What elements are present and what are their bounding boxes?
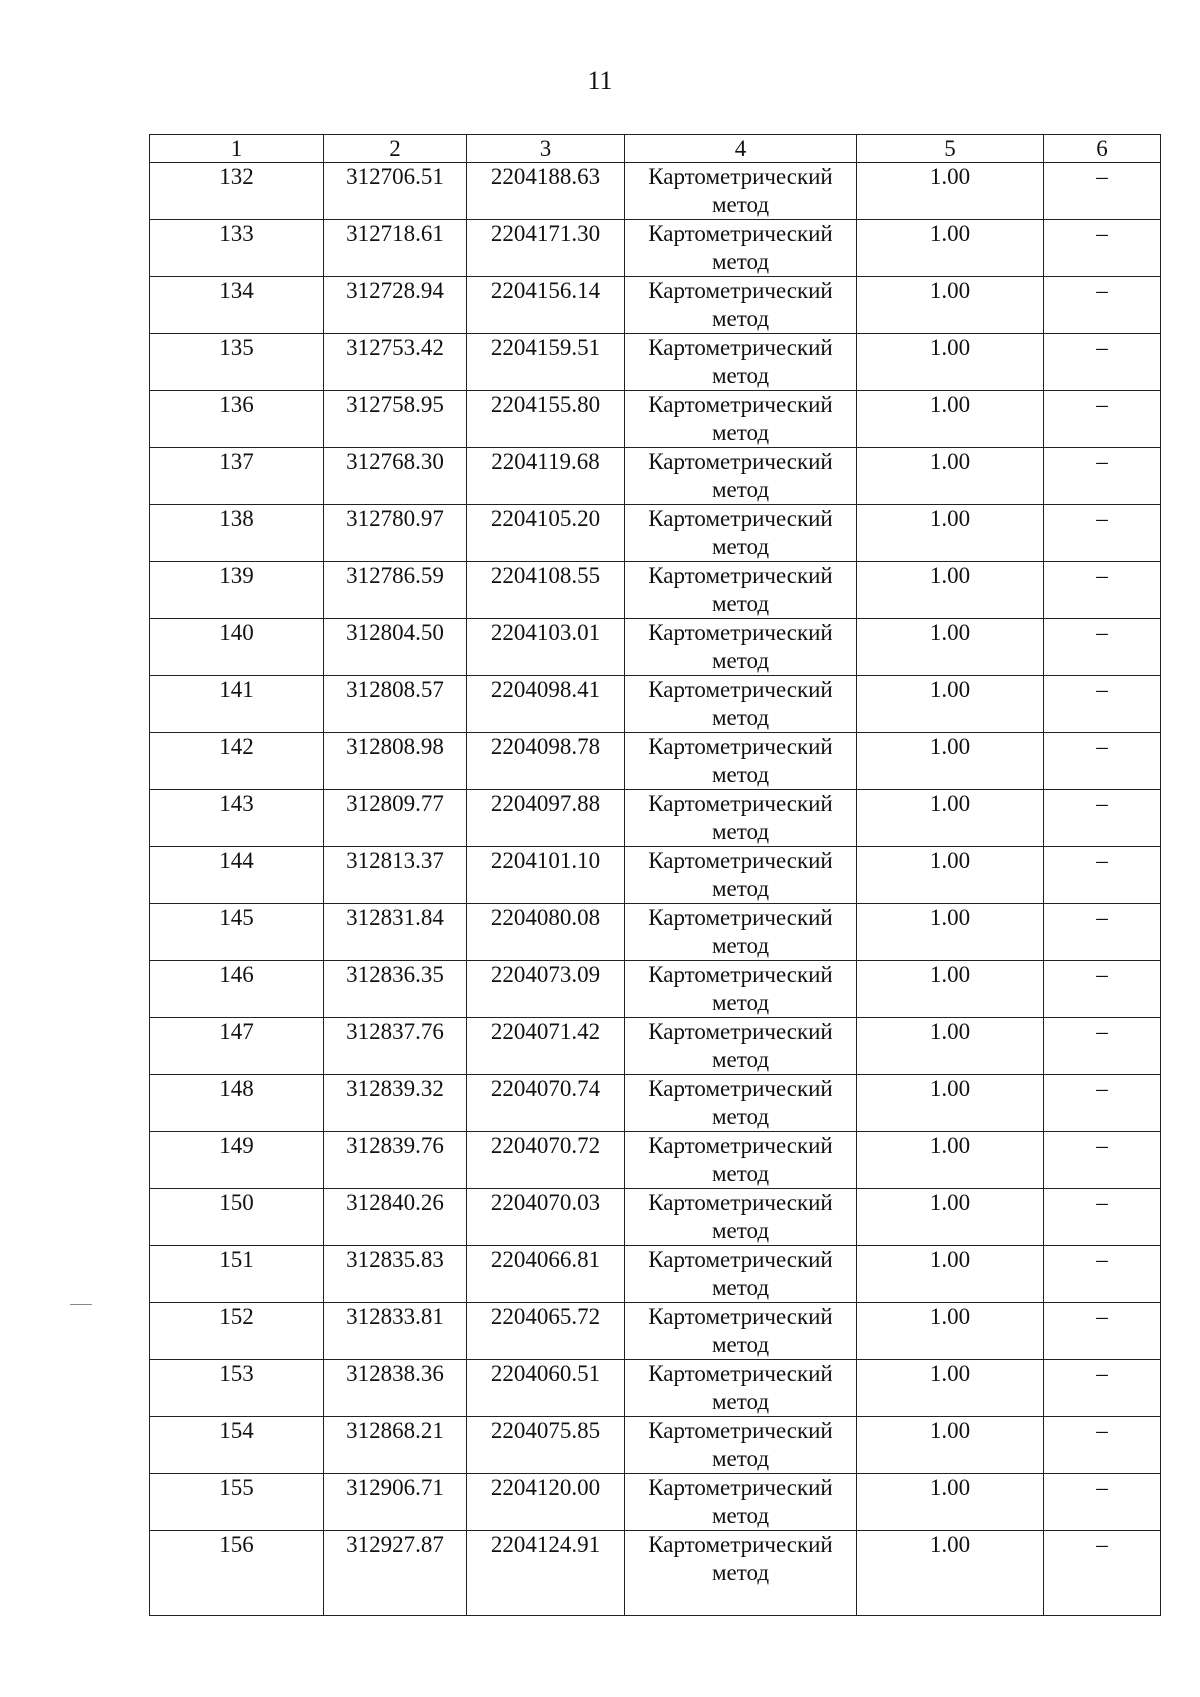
table-row [150, 220, 1161, 277]
point-number-cell: 138 [150, 505, 324, 562]
page-number: 11 [587, 66, 613, 95]
margin-dash-mark [70, 1304, 92, 1305]
point-number-cell: 142 [150, 733, 324, 790]
note-cell: – [1044, 448, 1161, 505]
note-cell: – [1044, 904, 1161, 961]
table-row [150, 1189, 1161, 1246]
table-row [150, 790, 1161, 847]
method-cell: Картометрический метод [625, 733, 857, 790]
y-coordinate-cell: 2204159.51 [467, 334, 625, 391]
note-cell: – [1044, 1075, 1161, 1132]
x-coordinate-cell: 312836.35 [324, 961, 467, 1018]
table-row [150, 1417, 1161, 1474]
x-coordinate-cell: 312768.30 [324, 448, 467, 505]
x-coordinate-cell: 312813.37 [324, 847, 467, 904]
accuracy-cell: 1.00 [857, 1474, 1044, 1531]
point-number-cell: 155 [150, 1474, 324, 1531]
table-row [150, 1246, 1161, 1303]
y-coordinate-cell: 2204098.41 [467, 676, 625, 733]
x-coordinate-cell: 312808.98 [324, 733, 467, 790]
x-coordinate-cell: 312804.50 [324, 619, 467, 676]
point-number-cell: 140 [150, 619, 324, 676]
accuracy-cell: 1.00 [857, 1417, 1044, 1474]
method-cell: Картометрический метод [625, 562, 857, 619]
x-coordinate-cell: 312718.61 [324, 220, 467, 277]
point-number-cell: 136 [150, 391, 324, 448]
method-cell: Картометрический метод [625, 277, 857, 334]
point-number-cell: 148 [150, 1075, 324, 1132]
note-cell: – [1044, 277, 1161, 334]
y-coordinate-cell: 2204120.00 [467, 1474, 625, 1531]
point-number-cell: 156 [150, 1531, 324, 1616]
note-cell: – [1044, 619, 1161, 676]
method-cell: Картометрический метод [625, 334, 857, 391]
note-cell: – [1044, 1189, 1161, 1246]
accuracy-cell: 1.00 [857, 220, 1044, 277]
method-cell: Картометрический метод [625, 505, 857, 562]
note-cell: – [1044, 733, 1161, 790]
x-coordinate-cell: 312808.57 [324, 676, 467, 733]
x-coordinate-cell: 312837.76 [324, 1018, 467, 1075]
method-cell: Картометрический метод [625, 220, 857, 277]
x-coordinate-cell: 312927.87 [324, 1531, 467, 1616]
x-coordinate-cell: 312831.84 [324, 904, 467, 961]
y-coordinate-cell: 2204098.78 [467, 733, 625, 790]
coordinates-table [149, 134, 1161, 1616]
table-row [150, 277, 1161, 334]
y-coordinate-cell: 2204070.74 [467, 1075, 625, 1132]
table-row [150, 391, 1161, 448]
accuracy-cell: 1.00 [857, 790, 1044, 847]
table-row [150, 562, 1161, 619]
accuracy-cell: 1.00 [857, 1018, 1044, 1075]
x-coordinate-cell: 312809.77 [324, 790, 467, 847]
accuracy-cell: 1.00 [857, 1189, 1044, 1246]
table-row [150, 1018, 1161, 1075]
table-row [150, 1474, 1161, 1531]
method-cell: Картометрический метод [625, 1189, 857, 1246]
x-coordinate-cell: 312839.32 [324, 1075, 467, 1132]
method-cell: Картометрический метод [625, 1132, 857, 1189]
accuracy-cell: 1.00 [857, 961, 1044, 1018]
y-coordinate-cell: 2204155.80 [467, 391, 625, 448]
note-cell: – [1044, 847, 1161, 904]
note-cell: – [1044, 676, 1161, 733]
x-coordinate-cell: 312786.59 [324, 562, 467, 619]
table-row [150, 1132, 1161, 1189]
y-coordinate-cell: 2204070.03 [467, 1189, 625, 1246]
column-header: 1 [150, 135, 324, 163]
note-cell: – [1044, 1531, 1161, 1616]
accuracy-cell: 1.00 [857, 1132, 1044, 1189]
column-header: 3 [467, 135, 625, 163]
point-number-cell: 151 [150, 1246, 324, 1303]
point-number-cell: 135 [150, 334, 324, 391]
point-number-cell: 145 [150, 904, 324, 961]
y-coordinate-cell: 2204060.51 [467, 1360, 625, 1417]
note-cell: – [1044, 220, 1161, 277]
column-header: 2 [324, 135, 467, 163]
accuracy-cell: 1.00 [857, 277, 1044, 334]
method-cell: Картометрический метод [625, 619, 857, 676]
accuracy-cell: 1.00 [857, 391, 1044, 448]
method-cell: Картометрический метод [625, 904, 857, 961]
note-cell: – [1044, 1474, 1161, 1531]
note-cell: – [1044, 1246, 1161, 1303]
x-coordinate-cell: 312780.97 [324, 505, 467, 562]
method-cell: Картометрический метод [625, 1531, 857, 1616]
x-coordinate-cell: 312753.42 [324, 334, 467, 391]
y-coordinate-cell: 2204156.14 [467, 277, 625, 334]
method-cell: Картометрический метод [625, 961, 857, 1018]
column-header: 4 [625, 135, 857, 163]
method-cell: Картометрический метод [625, 163, 857, 220]
method-cell: Картометрический метод [625, 1075, 857, 1132]
y-coordinate-cell: 2204105.20 [467, 505, 625, 562]
x-coordinate-cell: 312906.71 [324, 1474, 467, 1531]
accuracy-cell: 1.00 [857, 619, 1044, 676]
table-row [150, 1360, 1161, 1417]
point-number-cell: 144 [150, 847, 324, 904]
y-coordinate-cell: 2204071.42 [467, 1018, 625, 1075]
table-row [150, 676, 1161, 733]
table-row [150, 619, 1161, 676]
accuracy-cell: 1.00 [857, 1303, 1044, 1360]
note-cell: – [1044, 1303, 1161, 1360]
table-row [150, 1075, 1161, 1132]
y-coordinate-cell: 2204188.63 [467, 163, 625, 220]
y-coordinate-cell: 2204171.30 [467, 220, 625, 277]
y-coordinate-cell: 2204065.72 [467, 1303, 625, 1360]
note-cell: – [1044, 391, 1161, 448]
y-coordinate-cell: 2204103.01 [467, 619, 625, 676]
point-number-cell: 153 [150, 1360, 324, 1417]
note-cell: – [1044, 334, 1161, 391]
point-number-cell: 150 [150, 1189, 324, 1246]
y-coordinate-cell: 2204075.85 [467, 1417, 625, 1474]
table-row [150, 448, 1161, 505]
method-cell: Картометрический метод [625, 1303, 857, 1360]
point-number-cell: 132 [150, 163, 324, 220]
table-row [150, 847, 1161, 904]
x-coordinate-cell: 312839.76 [324, 1132, 467, 1189]
x-coordinate-cell: 312838.36 [324, 1360, 467, 1417]
table-header-row [150, 135, 1161, 163]
accuracy-cell: 1.00 [857, 904, 1044, 961]
point-number-cell: 134 [150, 277, 324, 334]
accuracy-cell: 1.00 [857, 1246, 1044, 1303]
note-cell: – [1044, 1132, 1161, 1189]
method-cell: Картометрический метод [625, 391, 857, 448]
accuracy-cell: 1.00 [857, 847, 1044, 904]
note-cell: – [1044, 1417, 1161, 1474]
x-coordinate-cell: 312868.21 [324, 1417, 467, 1474]
point-number-cell: 139 [150, 562, 324, 619]
point-number-cell: 141 [150, 676, 324, 733]
method-cell: Картометрический метод [625, 1246, 857, 1303]
table-row [150, 1303, 1161, 1360]
y-coordinate-cell: 2204124.91 [467, 1531, 625, 1616]
table-row [150, 163, 1161, 220]
table-row [150, 1531, 1161, 1616]
accuracy-cell: 1.00 [857, 1360, 1044, 1417]
y-coordinate-cell: 2204080.08 [467, 904, 625, 961]
table-row [150, 334, 1161, 391]
accuracy-cell: 1.00 [857, 1531, 1044, 1616]
note-cell: – [1044, 961, 1161, 1018]
table-row [150, 904, 1161, 961]
point-number-cell: 133 [150, 220, 324, 277]
note-cell: – [1044, 1018, 1161, 1075]
table-row [150, 505, 1161, 562]
method-cell: Картометрический метод [625, 1018, 857, 1075]
method-cell: Картометрический метод [625, 448, 857, 505]
note-cell: – [1044, 163, 1161, 220]
table-body [150, 163, 1161, 1616]
note-cell: – [1044, 1360, 1161, 1417]
accuracy-cell: 1.00 [857, 163, 1044, 220]
accuracy-cell: 1.00 [857, 1075, 1044, 1132]
accuracy-cell: 1.00 [857, 733, 1044, 790]
y-coordinate-cell: 2204070.72 [467, 1132, 625, 1189]
table-row [150, 733, 1161, 790]
point-number-cell: 143 [150, 790, 324, 847]
y-coordinate-cell: 2204066.81 [467, 1246, 625, 1303]
point-number-cell: 154 [150, 1417, 324, 1474]
x-coordinate-cell: 312758.95 [324, 391, 467, 448]
table-row [150, 961, 1161, 1018]
y-coordinate-cell: 2204108.55 [467, 562, 625, 619]
method-cell: Картометрический метод [625, 847, 857, 904]
x-coordinate-cell: 312833.81 [324, 1303, 467, 1360]
column-header: 5 [857, 135, 1044, 163]
method-cell: Картометрический метод [625, 790, 857, 847]
x-coordinate-cell: 312835.83 [324, 1246, 467, 1303]
point-number-cell: 147 [150, 1018, 324, 1075]
method-cell: Картометрический метод [625, 1474, 857, 1531]
method-cell: Картометрический метод [625, 676, 857, 733]
y-coordinate-cell: 2204097.88 [467, 790, 625, 847]
note-cell: – [1044, 562, 1161, 619]
note-cell: – [1044, 790, 1161, 847]
point-number-cell: 152 [150, 1303, 324, 1360]
method-cell: Картометрический метод [625, 1360, 857, 1417]
y-coordinate-cell: 2204073.09 [467, 961, 625, 1018]
y-coordinate-cell: 2204119.68 [467, 448, 625, 505]
accuracy-cell: 1.00 [857, 505, 1044, 562]
y-coordinate-cell: 2204101.10 [467, 847, 625, 904]
column-header: 6 [1044, 135, 1161, 163]
point-number-cell: 146 [150, 961, 324, 1018]
x-coordinate-cell: 312728.94 [324, 277, 467, 334]
accuracy-cell: 1.00 [857, 334, 1044, 391]
note-cell: – [1044, 505, 1161, 562]
x-coordinate-cell: 312706.51 [324, 163, 467, 220]
accuracy-cell: 1.00 [857, 676, 1044, 733]
x-coordinate-cell: 312840.26 [324, 1189, 467, 1246]
accuracy-cell: 1.00 [857, 448, 1044, 505]
point-number-cell: 149 [150, 1132, 324, 1189]
point-number-cell: 137 [150, 448, 324, 505]
accuracy-cell: 1.00 [857, 562, 1044, 619]
method-cell: Картометрический метод [625, 1417, 857, 1474]
